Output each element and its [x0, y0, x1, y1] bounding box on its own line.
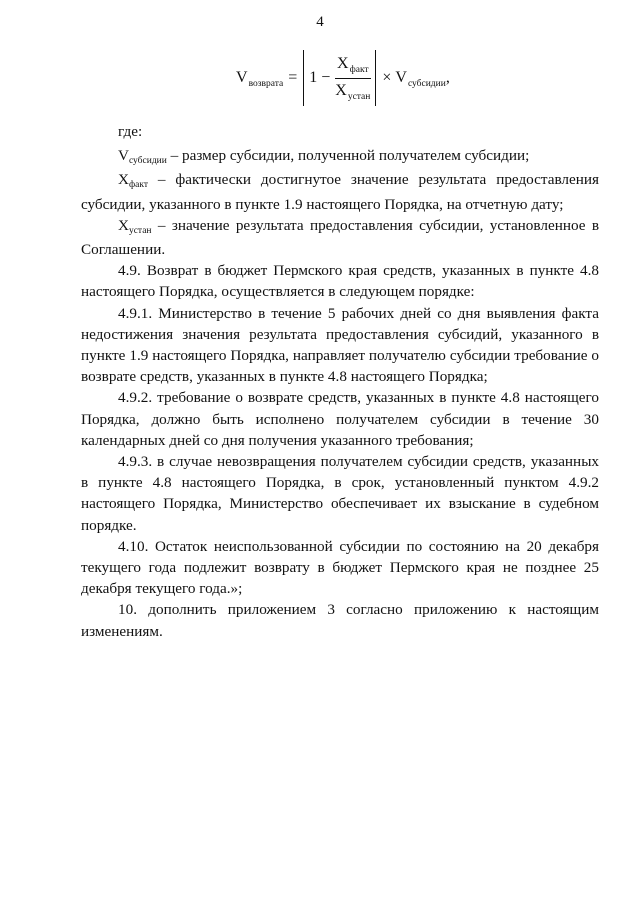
page-number: 4	[316, 14, 324, 30]
definition-subscript: факт	[128, 180, 148, 191]
formula-denominator-subscript: устан	[347, 91, 371, 102]
formula-one-minus: 1 −	[309, 69, 331, 86]
paragraph-4-9-2: 4.9.2. требование о возврате средств, указанных в пункте 4.8 настоящего Порядка, должно быть исполнено получателем субсидии в течение 30 календарных дней со дня получения указанного требования;	[81, 389, 599, 449]
formula-rhs	[395, 69, 445, 87]
formula-denominator	[333, 79, 372, 102]
formula-lhs	[236, 69, 283, 87]
where-label: где:	[118, 123, 143, 140]
formula-fraction	[333, 55, 372, 102]
definition-x-set	[81, 215, 599, 260]
formula-equals: =	[288, 69, 298, 86]
definition-symbol: V	[118, 147, 129, 165]
formula-rhs-symbol: V	[395, 69, 407, 86]
formula-numerator-subscript: факт	[349, 64, 369, 75]
paragraph-4-9-1: 4.9.1. Министерство в течение 5 рабочих дней со дня выявления факта недостижения значения результата предоставления субсидий, указанного в пункте 1.9 настоящего Порядка, направляет получателю субсидии требование о возврате средств, указанных в пункте 4.8 настоящего Порядка;	[81, 304, 599, 386]
formula-lhs-subscript: возврата	[248, 79, 284, 89]
document-body	[81, 121, 599, 642]
return-formula	[236, 50, 450, 106]
formula-rhs-subscript: субсидии	[407, 79, 446, 89]
definition-text: – фактически достигнутое значение результата предоставления субсидии, указанного в пункте 1.9 настоящего Порядка, на отчетную дату;	[81, 171, 599, 213]
paragraph-4-9: 4.9. Возврат в бюджет Пермского края средств, указанных в пункте 4.8 настоящего Порядка, осуществляется в следующем порядке:	[81, 262, 599, 301]
formula-numerator	[335, 55, 371, 79]
formula-absolute-value	[303, 50, 376, 106]
formula-lhs-symbol: V	[236, 69, 248, 86]
definition-text: – размер субсидии, полученной получателем субсидии;	[166, 147, 530, 165]
formula-denominator-symbol: X	[335, 81, 347, 99]
formula-numerator-symbol: X	[337, 54, 349, 72]
definition-symbol: X	[118, 171, 129, 189]
definition-subscript: субсидии	[128, 156, 167, 167]
definition-subscript: устан	[128, 225, 152, 236]
formula-comma: ,	[445, 69, 450, 86]
formula-times: ×	[382, 69, 392, 86]
definition-text: – значение результата предоставления субсидии, установленное в Соглашении.	[81, 216, 599, 259]
paragraph-10: 10. дополнить приложением 3 согласно приложению к настоящим изменениям.	[81, 601, 599, 640]
definition-symbol: X	[118, 216, 129, 234]
paragraph-4-9-3: 4.9.3. в случае невозвращения получателем субсидии средств, указанных в пункте 4.8 настоящего Порядка, в срок, установленный пунктом 4.9.2 настоящего Порядка, Министерство обеспечивает их взыскание в судебном порядке.	[81, 453, 599, 534]
definition-v-subsidy	[81, 145, 599, 169]
paragraph-4-10: 4.10. Остаток неиспользованной субсидии по состоянию на 20 декабря текущего года подлежит возврату в бюджет Пермского края не позднее 25 декабря текущего года.»;	[81, 537, 599, 598]
definition-x-fact	[81, 169, 599, 214]
